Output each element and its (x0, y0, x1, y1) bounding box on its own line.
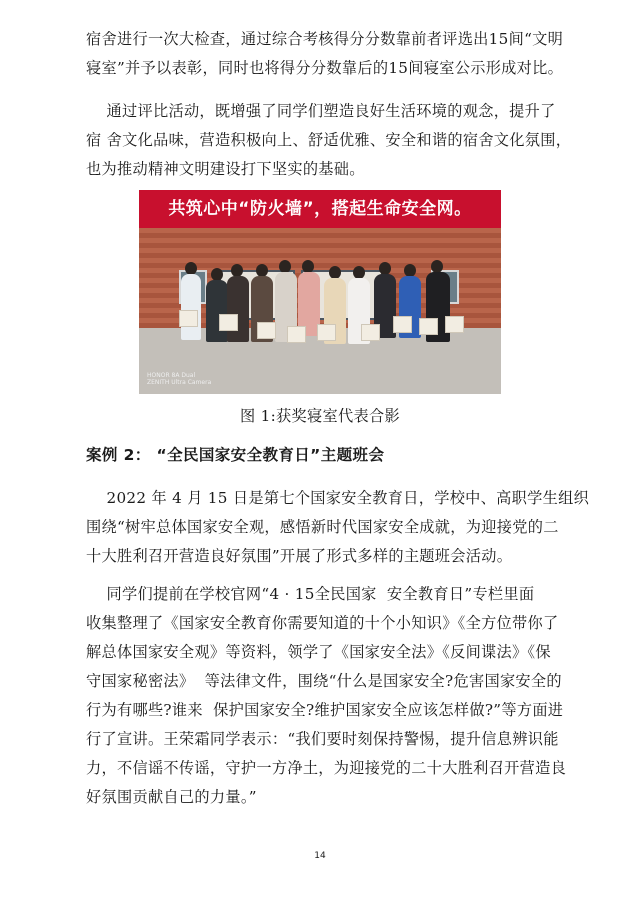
text-line: 守国家秘密法》 等法律文件，围绕“什么是国家安全?危害国家安全的 (86, 672, 562, 690)
gift-bag (179, 310, 198, 327)
text-line: 收集整理了《国家安全教育你需要知道的十个小知识》《全方位带你了 (86, 614, 559, 632)
text-line: 行为有哪些?谁来 保护国家安全?维护国家安全应该怎样做?”等方面进 (86, 701, 564, 719)
gift-bag (419, 318, 438, 335)
text-line: 力，不信谣不传谣，守护一方净土，为迎接党的二十大胜利召开营造良 (86, 759, 567, 777)
group-photo (139, 190, 501, 394)
photo-banner: 共筑心中“防火墙”，搭起生命安全网。 (139, 190, 501, 228)
paragraph-dorm-inspection (86, 25, 562, 83)
text-line: 宿 舍文化品味，营造积极向上、舒适优雅、安全和谐的宿舍文化氛围， (86, 131, 572, 149)
paragraph-security-day (86, 484, 590, 571)
text-line: 好氛围贡献自己的力量。” (86, 788, 257, 806)
text-line: 宿舍进行一次大检查，通过综合考核得分分数靠前者评选出15间“文明 (86, 30, 564, 48)
text-line: 行了宣讲。王荣霜同学表示：“我们要时刻保持警惕，提升信息辨识能 (86, 730, 559, 748)
student (227, 276, 249, 342)
gift-bag (393, 316, 412, 333)
text-line: 同学们提前在学校官网“4 · 15全民国家 安全教育日”专栏里面 (86, 585, 535, 603)
gift-bag (445, 316, 464, 333)
camera-watermark (147, 372, 211, 386)
text-line: 十大胜利召开营造良好氛围”开展了形式多样的主题班会活动。 (86, 547, 513, 565)
student (181, 274, 201, 340)
watermark-line: HONOR 8A Dual (147, 372, 196, 379)
watermark-line: ZENITH Ultra Camera (147, 379, 212, 386)
gift-bag (361, 324, 380, 341)
text-line: 寝室”并予以表彰，同时也将得分分数靠后的15间寝室公示形成对比。 (86, 59, 564, 77)
page-number: 14 (314, 851, 326, 861)
paragraph-activity-effect (86, 97, 572, 184)
figure-caption: 图 1:获奖寝室代表合影 (240, 407, 400, 425)
student (206, 280, 228, 342)
text-line: 2022 年 4 月 15 日是第七个国家安全教育日，学校中、高职学生组织 (86, 489, 590, 507)
text-line: 解总体国家安全观》等资料，领学了《国家安全法》《反间谍法》《保 (86, 643, 551, 661)
text-line: 围绕“树牢总体国家安全观，感悟新时代国家安全成就，为迎接党的二 (86, 518, 559, 536)
gift-bag (219, 314, 238, 331)
text-line: 也为推动精神文明建设打下坚实的基础。 (86, 160, 365, 178)
text-line: 通过评比活动，既增强了同学们塑造良好生活环境的观念，提升了 (86, 102, 556, 120)
paragraph-class-activity (86, 580, 567, 812)
gift-bag (257, 322, 276, 339)
case-heading: 案例 2： “全民国家安全教育日”主题班会 (86, 446, 385, 464)
gift-bag (287, 326, 306, 343)
gift-bag (317, 324, 336, 341)
